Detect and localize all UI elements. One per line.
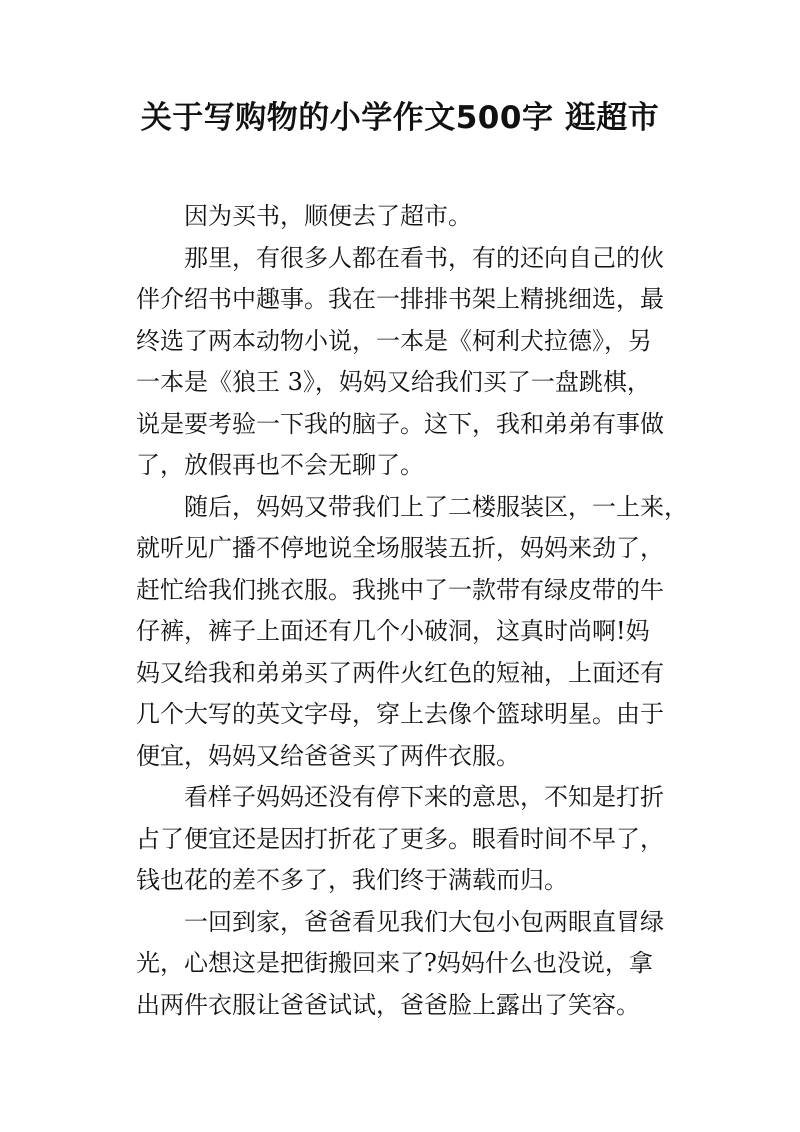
- text-line: 几个大写的英文字母，穿上去像个篮球明星。由于: [136, 700, 664, 728]
- paragraph-first-line: 因为买书，顺便去了超市。: [184, 202, 472, 230]
- text-line: 钱也花的差不多了，我们终于满载而归。: [136, 866, 568, 894]
- essay-body: [136, 196, 688, 1026]
- text-line: 便宜，妈妈又给爸爸买了两件衣服。: [136, 741, 520, 770]
- paragraph-first-line: 那里，有很多人都在看书，有的还向自己的伙: [184, 243, 664, 272]
- text-line: 妈又给我和弟弟买了两件火红色的短袖，上面还有: [136, 658, 664, 687]
- text-line: 了，放假再也不会无聊了。: [136, 451, 424, 479]
- text-line: 仔裤，裤子上面还有几个小破洞，这真时尚啊!妈: [136, 617, 650, 645]
- document-title: 关于写购物的小学作文500字 逛超市: [140, 100, 660, 136]
- text-line: 终选了两本动物小说，一本是《柯利犬拉德》，另: [136, 326, 652, 355]
- text-line: 伴介绍书中趣事。我在一排排书架上精挑细选，最: [136, 285, 664, 313]
- paragraph-first-line: 随后，妈妈又带我们上了二楼服装区，一上来，: [184, 492, 688, 521]
- paragraph-first-line: 一回到家，爸爸看见我们大包小包两眼直冒绿: [184, 907, 664, 936]
- text-line: 占了便宜还是因打折花了更多。眼看时间不早了，: [136, 824, 664, 853]
- text-line: 光，心想这是把街搬回来了?妈妈什么也没说，拿: [136, 949, 653, 977]
- paragraph-first-line: 看样子妈妈还没有停下来的意思，不知是打折: [184, 783, 664, 811]
- text-line: 一本是《狼王 3》，妈妈又给我们买了一盘跳棋，: [136, 368, 651, 396]
- text-line: 赶忙给我们挑衣服。我挑中了一款带有绿皮带的牛: [136, 575, 664, 604]
- text-line: 说是要考验一下我的脑子。这下，我和弟弟有事做: [136, 409, 664, 438]
- text-line: 出两件衣服让爸爸试试，爸爸脸上露出了笑容。: [136, 990, 640, 1019]
- text-line: 就听见广播不停地说全场服装五折，妈妈来劲了，: [136, 534, 664, 562]
